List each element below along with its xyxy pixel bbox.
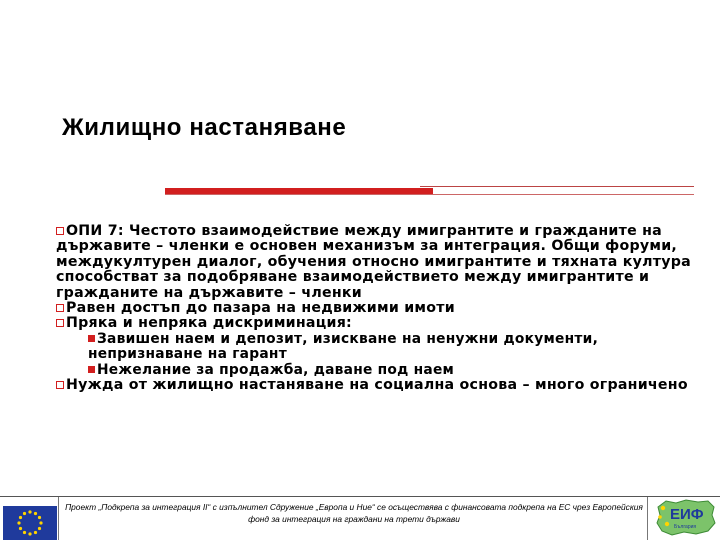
bullet-item — [56, 316, 696, 331]
bullet-text: Нужда от жилищно настаняване на социална основа – много ограничено — [66, 377, 688, 394]
subbullet-text: Завишен наем и депозит, изискване на ненужни документи, непризнаване на гарант — [88, 330, 599, 363]
eu-flag-logo — [3, 506, 57, 540]
bullet-text: Равен достъп до пазара на недвижими имоти — [66, 300, 455, 317]
title-divider-underline — [165, 194, 694, 195]
bullet-item — [56, 224, 696, 301]
bullet-text: Пряка и непряка дискриминация: — [66, 315, 352, 332]
eif-logo-text: ЕИФ — [670, 506, 704, 523]
slide-title: Жилищно настаняване — [62, 114, 347, 141]
subbullet-text: Нежелание за продажба, даване под наем — [97, 361, 455, 378]
subbullet-item — [88, 363, 696, 378]
title-divider-thin — [420, 186, 694, 187]
eu-stars-icon — [3, 506, 57, 540]
hollow-square-bullet-icon — [56, 319, 64, 327]
filled-square-bullet-icon — [88, 366, 95, 373]
footer-funding-text: Проект „Подкрепа за интеграция II“ с изпълнител Сдружение „Европа и Ние“ се осъществява с финансовата подкрепа на ЕС чрез Европейския фонд за интеграция на граждани на трети държави — [65, 502, 643, 524]
slide-content — [56, 224, 696, 393]
eif-logo-subtext: България — [674, 524, 697, 530]
bullet-item — [56, 301, 696, 316]
hollow-square-bullet-icon — [56, 381, 64, 389]
hollow-square-bullet-icon — [56, 304, 64, 312]
eif-logo — [652, 497, 718, 540]
filled-square-bullet-icon — [88, 335, 95, 342]
bullet-text: ОПИ 7: Честото взаимодействие между имигрантите и гражданите на държавите – членки е основен механизъм за интеграция. Общи форуми, междукултурен диалог, обучения относно имигрантите и тяхната култура способстват за подобряване взаимодействието между имигрантите и гражданите на държавите – членки — [56, 223, 691, 301]
subbullet-item — [88, 332, 696, 363]
hollow-square-bullet-icon — [56, 227, 64, 235]
bullet-item — [56, 378, 696, 393]
